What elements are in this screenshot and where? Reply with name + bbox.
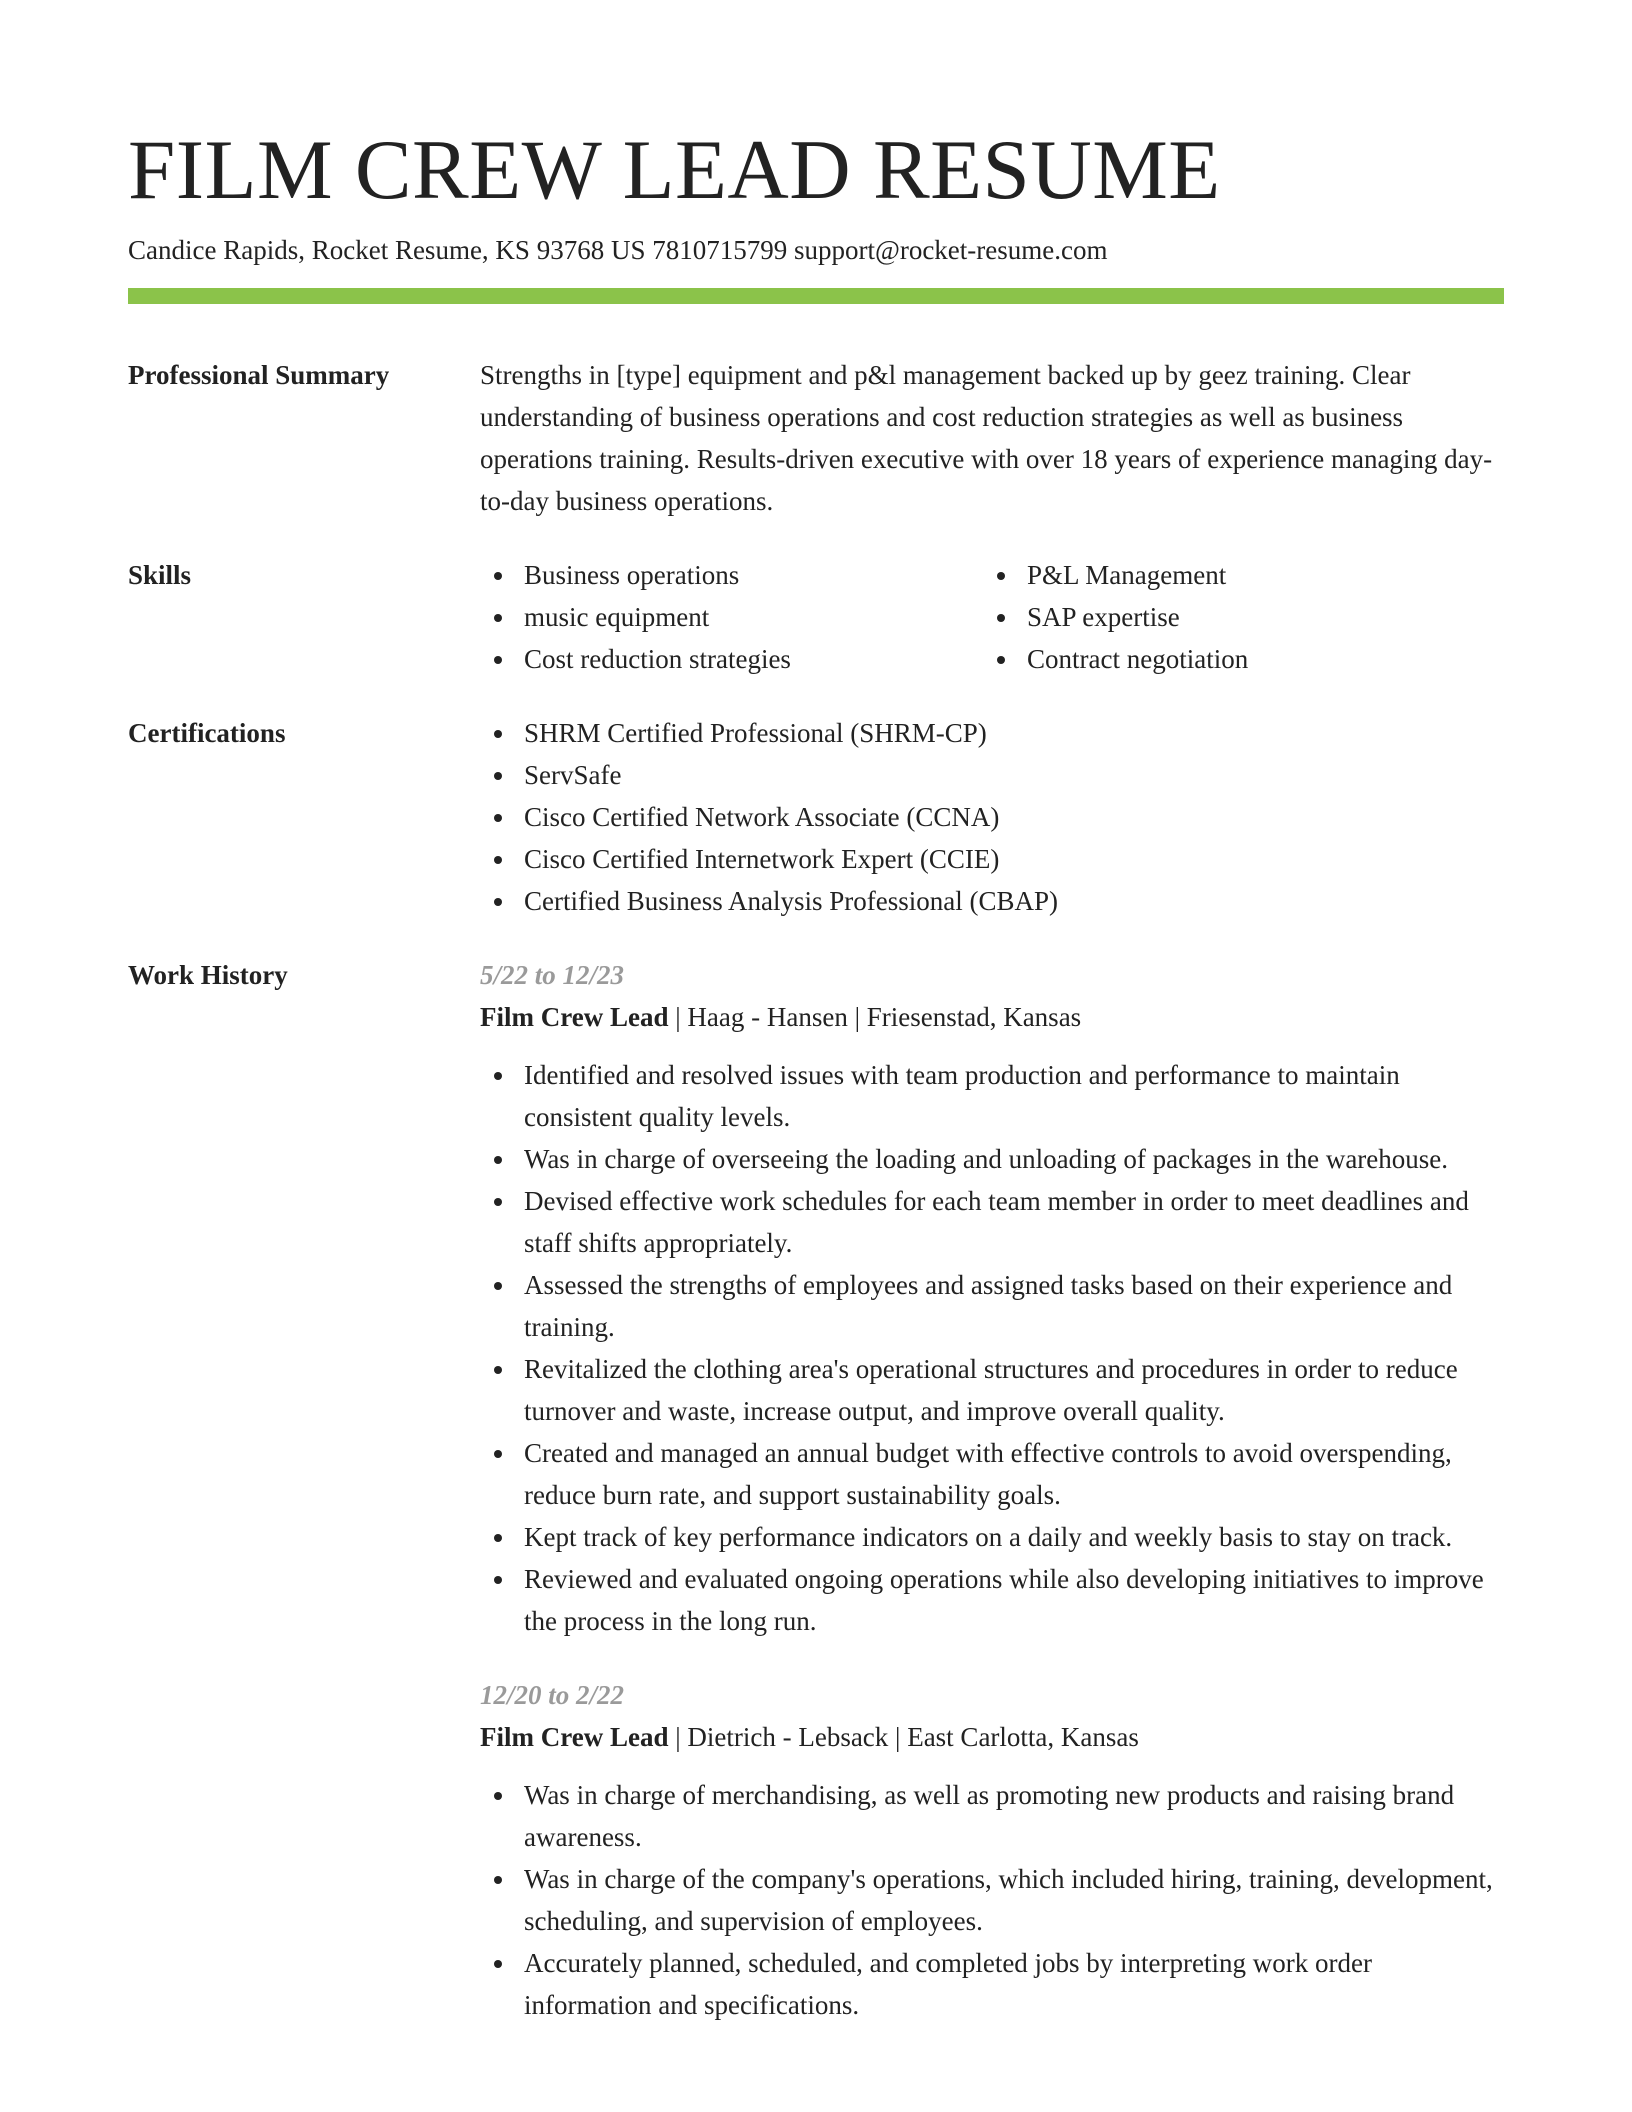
section-professional-summary [128, 354, 1504, 522]
certification-item: Cisco Certified Internetwork Expert (CCIE) [480, 838, 1504, 880]
job-heading [480, 996, 1504, 1038]
certification-item: Cisco Certified Network Associate (CCNA) [480, 796, 1504, 838]
skills-column-2 [983, 554, 1486, 680]
job-bullet: Reviewed and evaluated ongoing operations while also developing initiatives to improve the process in the long run. [480, 1558, 1504, 1642]
job-heading [480, 1716, 1504, 1758]
job-bullet: Created and managed an annual budget with effective controls to avoid overspending, reduce burn rate, and support sustainability goals. [480, 1432, 1504, 1516]
skill-item: SAP expertise [983, 596, 1486, 638]
skill-item: Business operations [480, 554, 983, 596]
skill-item: Contract negotiation [983, 638, 1486, 680]
section-label-certifications: Certifications [128, 718, 286, 748]
job-dates: 12/20 to 2/22 [480, 1680, 625, 1710]
job-bullet: Revitalized the clothing area's operational structures and procedures in order to reduce turnover and waste, increase output, and improve overall quality. [480, 1348, 1504, 1432]
job-bullet: Was in charge of the company's operations, which included hiring, training, development, scheduling, and supervision of employees. [480, 1858, 1504, 1942]
certification-item: ServSafe [480, 754, 1504, 796]
job-details: | Haag - Hansen | Friesenstad, Kansas [668, 1002, 1082, 1032]
certifications-list [480, 712, 1504, 922]
resume-page [128, 120, 1504, 2026]
skills-column-1 [480, 554, 983, 680]
job-bullets [480, 1054, 1504, 1642]
job-bullet: Accurately planned, scheduled, and completed jobs by interpreting work order information and specifications. [480, 1942, 1504, 2026]
skills-grid [480, 554, 1504, 680]
section-work-history [128, 954, 1504, 2026]
contact-email: support@rocket-resume.com [793, 235, 1108, 265]
skill-item: P&L Management [983, 554, 1486, 596]
accent-divider [128, 288, 1504, 304]
job-bullet: Devised effective work schedules for each team member in order to meet deadlines and staff shifts appropriately. [480, 1180, 1504, 1264]
job-title: Film Crew Lead [480, 1002, 669, 1032]
contact-address: Candice Rapids, Rocket Resume, KS 93768 US [128, 235, 646, 265]
skill-item: music equipment [480, 596, 983, 638]
certification-item: SHRM Certified Professional (SHRM-CP) [480, 712, 1504, 754]
section-skills [128, 554, 1504, 680]
job-entry [480, 954, 1504, 1642]
section-label-work-history: Work History [128, 960, 288, 990]
certifications-body [480, 712, 1504, 922]
job-dates: 5/22 to 12/23 [480, 960, 625, 990]
job-bullets [480, 1774, 1504, 2026]
contact-line [128, 232, 1504, 268]
certification-item: Certified Business Analysis Professional (CBAP) [480, 880, 1504, 922]
job-bullet: Assessed the strengths of employees and assigned tasks based on their experience and training. [480, 1264, 1504, 1348]
job-bullet: Identified and resolved issues with team production and performance to maintain consistent quality levels. [480, 1054, 1504, 1138]
section-certifications [128, 712, 1504, 922]
job-bullet: Was in charge of overseeing the loading and unloading of packages in the warehouse. [480, 1138, 1504, 1180]
resume-title: FILM CREW LEAD RESUME [128, 123, 1221, 217]
job-entry [480, 1674, 1504, 2026]
work-history-body [480, 954, 1504, 2026]
section-label-skills: Skills [128, 560, 192, 590]
job-bullet: Was in charge of merchandising, as well as promoting new products and raising brand awareness. [480, 1774, 1504, 1858]
job-details: | Dietrich - Lebsack | East Carlotta, Kansas [668, 1722, 1139, 1752]
job-bullet: Kept track of key performance indicators on a daily and weekly basis to stay on track. [480, 1516, 1504, 1558]
skill-item: Cost reduction strategies [480, 638, 983, 680]
contact-phone: 7810715799 [652, 235, 788, 265]
section-label-summary: Professional Summary [128, 360, 390, 390]
summary-text: Strengths in [type] equipment and p&l management backed up by geez training. Clear understanding of business operations and cost reduction strategies as well as business operations training. Results-driven executive with over 18 years of experience managing day-to-day business operations. [480, 360, 1493, 516]
job-title: Film Crew Lead [480, 1722, 669, 1752]
